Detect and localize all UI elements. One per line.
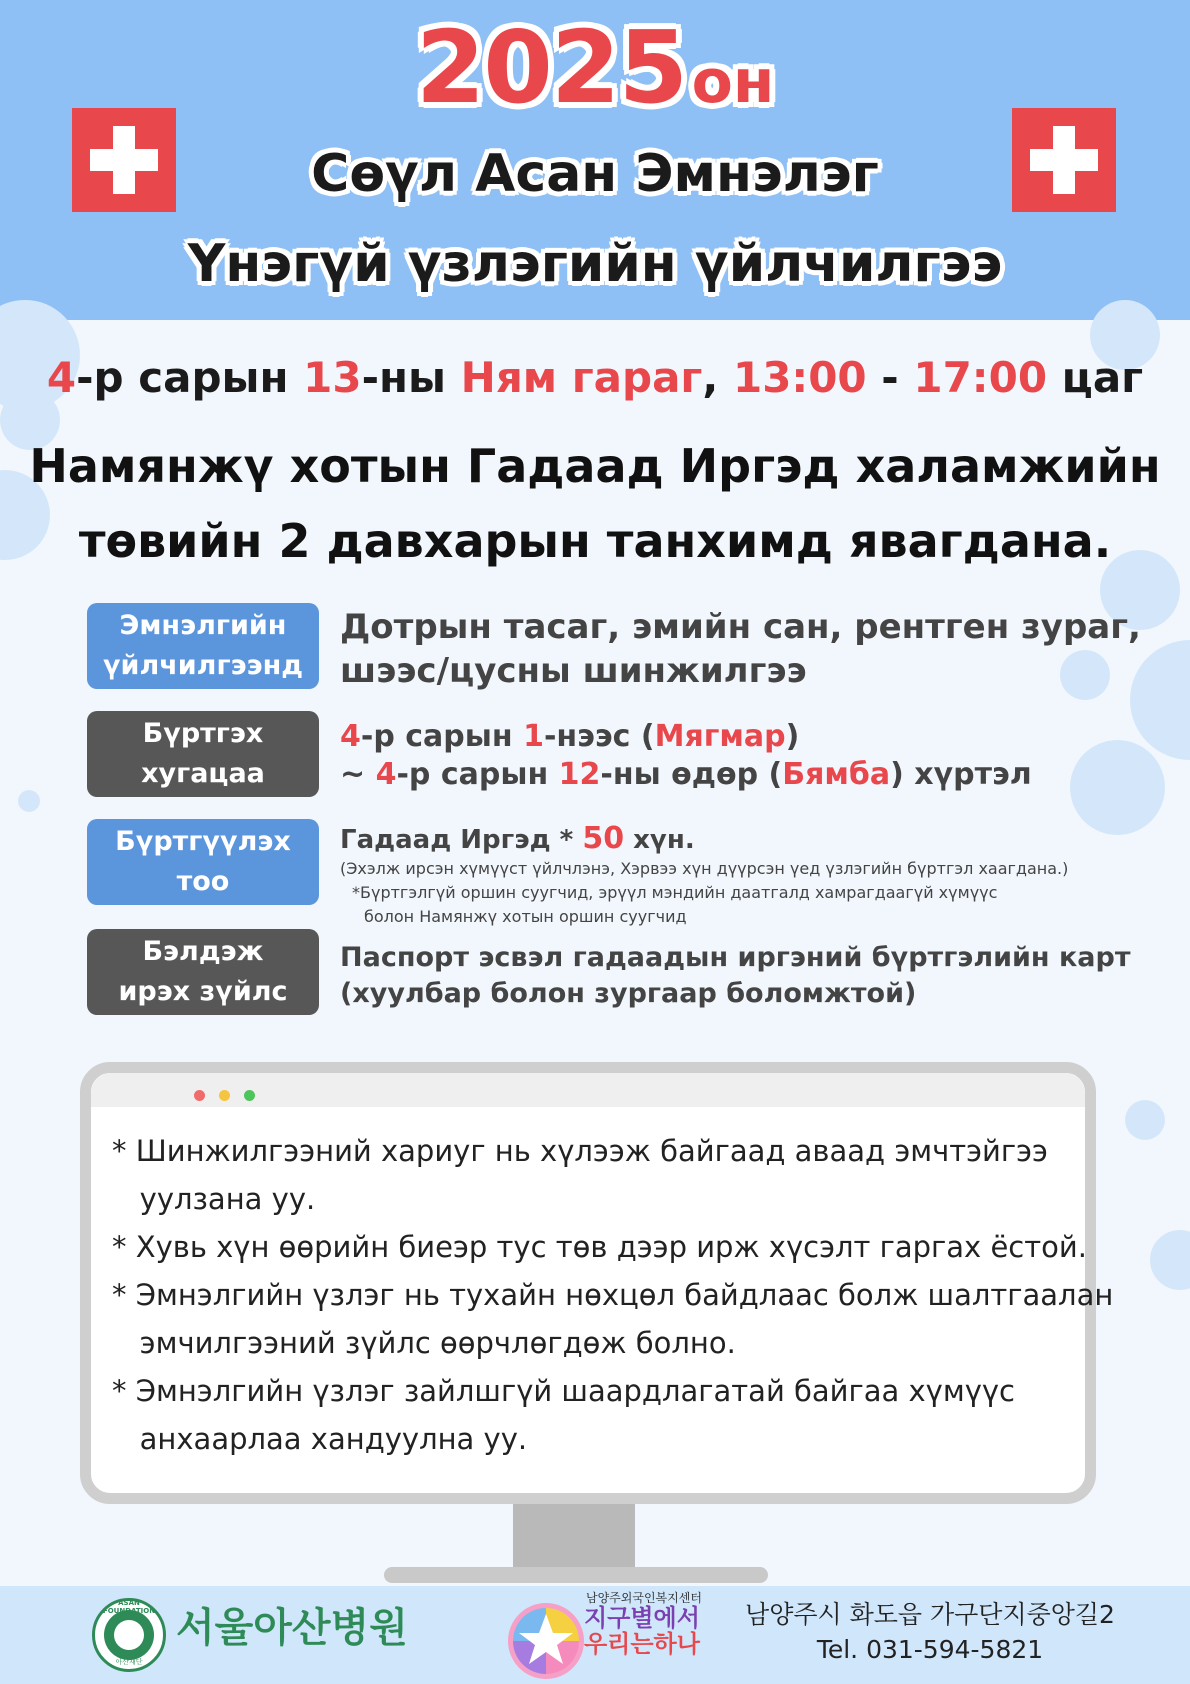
note-line: уулзана уу. [112, 1182, 316, 1216]
red-dot-icon [194, 1090, 205, 1101]
note-line: * Эмнэлгийн үзлэг зайлшгүй шаардлагатай байгаа хүмүүс [112, 1374, 1015, 1408]
asan-foundation-logo: ASAN FOUNDATION 아산재단 [92, 1598, 166, 1672]
note-line: * Шинжилгээний хариуг нь хүлээж байгаад аваад эмчтэйгээ [112, 1134, 1048, 1168]
green-dot-icon [244, 1090, 255, 1101]
what-to-bring-text: Паспорт эсвэл гадаадын иргэний бүртгэлийн карт (хуулбар болон зургаар боломжтой) [340, 942, 1131, 1009]
footer-telephone: Tel. 031-594-5821 [816, 1635, 1044, 1664]
title-hospital: Сөүл Асан Эмнэлэг [311, 144, 879, 204]
note-line: * Эмнэлгийн үзлэг нь тухайн нөхцөл байдлаас болж шалтгаалан [112, 1278, 1114, 1312]
title-service: Үнэгүй үзлэгийн үйлчилгээ [187, 234, 1003, 294]
bubble-decoration [1125, 1100, 1165, 1140]
venue-line-1: Намянжү хотын Гадаад Иргэд халамжийн [29, 439, 1161, 493]
yellow-dot-icon [219, 1090, 230, 1101]
bubble-decoration [1150, 1230, 1190, 1290]
label-registration-period: Бүртгэх хугацаа [87, 711, 319, 797]
event-date: 4-р сарын 13-ны Ням гараг, 13:00 - 17:00 цаг [46, 353, 1144, 402]
monitor-stand-base [384, 1567, 768, 1583]
monitor-stand [513, 1504, 635, 1570]
note-line: эмчилгээний зүйлс өөрчлөгдөж болно. [112, 1326, 736, 1360]
registration-period-text: 4-р сарын 1-нээс (Мягмар) ~ 4-р сарын 12-ны өдөр (Бямба) хүртэл [340, 719, 1032, 792]
footer-address: 남양주시 화도읍 가구단지중앙길2 [745, 1600, 1115, 1629]
note-line: анхаарлаа хандуулна уу. [112, 1422, 528, 1456]
bubble-decoration [18, 790, 40, 812]
label-participant-count: Бүртгүүлэх тоо [87, 819, 319, 905]
bubble-decoration [1070, 740, 1165, 835]
hospital-name: 서울아산병원 [176, 1605, 408, 1651]
label-what-to-bring: Бэлдэж ирэх зүйлс [87, 929, 319, 1015]
participant-count-text: Гадаад Иргэд * 50 хүн. (Эхэлж ирсэн хүмүүст үйлчлэнэ, Хэрвээ хүн дүүрсэн үед үзлэгийн бүртгэл хаагдана.) *Бүртгэлгүй оршин суугчид, эрүүл мэндийн даатгалд хамрагдаагүй хүмүүс болон Намянжү хотын оршин суугчид [340, 821, 1069, 926]
title-year: 2025 он [415, 9, 775, 126]
note-line: * Хувь хүн өөрийн биеэр тус төв дээр ирж хүсэлт гаргах ёстой. [112, 1230, 1087, 1264]
center-name: 남양주외국인복지센터 지구별에서 우리는하나 [584, 1591, 702, 1658]
star-logo-icon [505, 1600, 587, 1682]
monitor-title-bar [91, 1073, 1085, 1107]
label-services: Эмнэлгийн үйлчилгээнд [87, 603, 319, 689]
venue-line-2: төвийн 2 давхарын танхимд явагдана. [78, 514, 1112, 568]
services-text: Дотрын тасаг, эмийн сан, рентген зураг, шээс/цусны шинжилгээ [340, 607, 1141, 691]
